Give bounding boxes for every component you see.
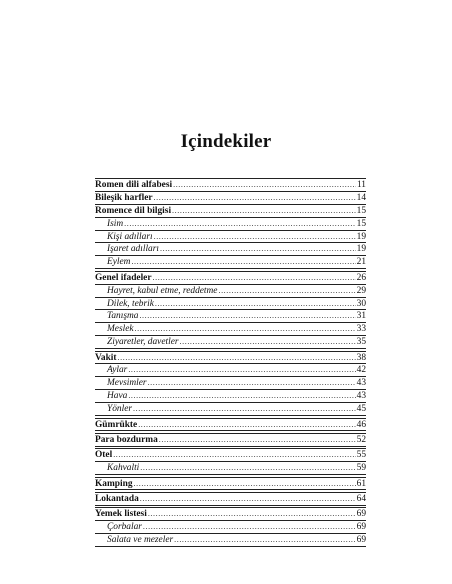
toc-entry-row [95, 390, 366, 401]
toc-entry [95, 178, 366, 192]
toc-entry-label: Tanışma [107, 311, 139, 322]
toc-entry-row [95, 521, 366, 532]
toc-entry-label: Romence dil bilgisi [95, 205, 172, 216]
toc-entry-row [95, 534, 366, 545]
toc-dot-leader [143, 521, 356, 532]
toc-entry [95, 231, 366, 244]
toc-entry-label: Meslek [107, 324, 134, 335]
page-title: Içindekiler [180, 131, 272, 152]
toc-entry-row [95, 403, 366, 414]
toc-entry-label: Mevsimler [107, 378, 147, 389]
toc-entry-row [95, 218, 366, 229]
toc-entry [95, 205, 366, 218]
toc-dot-leader [131, 256, 355, 267]
toc-dot-leader [139, 310, 355, 321]
toc-dot-leader [128, 364, 355, 375]
toc-entry [95, 192, 366, 205]
toc-entry-label: Hayret, kabul etme, reddetme [107, 285, 218, 296]
toc-entry-row [95, 298, 366, 309]
toc-page-number: 59 [356, 463, 366, 474]
toc-entry-row [95, 256, 366, 267]
toc-page-number: 19 [356, 231, 366, 242]
toc-dot-leader [153, 272, 356, 283]
toc-entry-row [95, 310, 366, 321]
toc-dot-leader [140, 493, 356, 504]
toc-page-number: 38 [356, 352, 366, 363]
toc-page-number: 15 [356, 205, 366, 216]
toc-page-number: 19 [356, 244, 366, 255]
toc-entry-row [95, 364, 366, 375]
toc-dot-leader [133, 403, 356, 414]
toc-entry-row [95, 508, 366, 519]
toc-entry-label: Gümrükte [95, 419, 138, 430]
toc-entry-label: Salata ve mezeler [107, 535, 174, 546]
toc-entry-row [95, 179, 366, 190]
toc-dot-leader [159, 434, 356, 445]
toc-page-number: 21 [356, 257, 366, 268]
toc-entry [95, 256, 366, 269]
toc-entry [95, 336, 366, 349]
toc-entry [95, 271, 366, 285]
toc-dot-leader [180, 336, 356, 347]
toc-page-number: 31 [356, 311, 366, 322]
toc-entry [95, 448, 366, 462]
toc-entry-label: Ziyaretler, davetler [107, 337, 179, 348]
toc-entry-row [95, 462, 366, 473]
toc-entry [95, 243, 366, 256]
toc-entry-row [95, 352, 366, 363]
table-of-contents [95, 178, 366, 547]
toc-entry-label: Bileşik harfler [95, 192, 153, 203]
toc-entry-row [95, 205, 366, 216]
toc-entry-label: Dilek, tebrik [107, 298, 154, 309]
toc-dot-leader [148, 508, 356, 519]
toc-entry-label: Genel ifadeler [95, 272, 152, 283]
toc-entry [95, 403, 366, 416]
toc-dot-leader [138, 419, 355, 430]
toc-entry-label: Lokantada [95, 493, 139, 504]
toc-entry [95, 462, 366, 475]
toc-page-number: 64 [356, 493, 366, 504]
toc-dot-leader [113, 449, 355, 460]
toc-entry-row [95, 323, 366, 334]
toc-entry-label: Otel [95, 450, 113, 461]
toc-entry-label: Yemek listesi [95, 509, 147, 520]
toc-page-number: 69 [356, 535, 366, 546]
toc-dot-leader [140, 462, 355, 473]
toc-page-number: 52 [356, 434, 366, 445]
toc-entry [95, 310, 366, 323]
toc-entry [95, 534, 366, 547]
toc-dot-leader [148, 377, 356, 388]
toc-entry [95, 507, 366, 521]
toc-entry-row [95, 336, 366, 347]
toc-entry-label: Aylar [107, 365, 128, 376]
toc-entry-row [95, 243, 366, 254]
toc-entry [95, 492, 366, 506]
toc-dot-leader [134, 478, 356, 489]
toc-entry [95, 418, 366, 432]
toc-page-number: 61 [356, 478, 366, 489]
toc-page-number: 45 [356, 404, 366, 415]
toc-page-number: 69 [356, 509, 366, 520]
toc-entry-row [95, 272, 366, 283]
toc-entry-label: Yönler [107, 404, 133, 415]
toc-entry-row [95, 285, 366, 296]
toc-page-number: 69 [356, 522, 366, 533]
toc-entry [95, 364, 366, 377]
toc-dot-leader [160, 243, 356, 254]
toc-entry-label: Işaret adılları [107, 244, 159, 255]
toc-page-number: 14 [356, 192, 366, 203]
toc-entry [95, 521, 366, 534]
toc-dot-leader [218, 285, 355, 296]
toc-entry-label: Vakit [95, 352, 117, 363]
toc-dot-leader [118, 352, 356, 363]
toc-dot-leader [174, 534, 356, 545]
toc-entry-row [95, 478, 366, 489]
toc-entry-label: Kamping [95, 478, 133, 489]
toc-page-number: 26 [356, 272, 366, 283]
toc-entry [95, 377, 366, 390]
toc-entry-label: Kahvalti [107, 463, 140, 474]
toc-entry-label: Kişi adılları [107, 231, 153, 242]
toc-entry [95, 351, 366, 365]
toc-entry-row [95, 377, 366, 388]
toc-page-number: 43 [356, 378, 366, 389]
toc-page-number: 33 [356, 324, 366, 335]
toc-entry-label: Çorbalar [107, 522, 142, 533]
toc-page-number: 15 [356, 218, 366, 229]
toc-dot-leader [154, 231, 356, 242]
toc-page-number: 11 [356, 180, 366, 190]
toc-entry-label: Isim [107, 218, 124, 229]
toc-entry-label: Romen dili alfabesi [95, 180, 173, 190]
toc-entry [95, 390, 366, 403]
toc-entry-row [95, 231, 366, 242]
toc-entry-row [95, 192, 366, 203]
toc-entry-label: Eylem [107, 257, 131, 268]
toc-entry [95, 477, 366, 491]
toc-entry-label: Hava [107, 391, 128, 402]
toc-entry-row [95, 419, 366, 430]
toc-dot-leader [172, 205, 356, 216]
toc-entry [95, 218, 366, 231]
toc-page-number: 43 [356, 391, 366, 402]
toc-page-number: 35 [356, 337, 366, 348]
toc-entry-row [95, 449, 366, 460]
toc-page-number: 30 [356, 298, 366, 309]
toc-dot-leader [135, 323, 356, 334]
toc-entry-row [95, 434, 366, 445]
toc-dot-leader [124, 218, 355, 229]
toc-entry [95, 323, 366, 336]
toc-page-number: 55 [356, 450, 366, 461]
toc-page-number: 46 [356, 419, 366, 430]
toc-dot-leader [173, 179, 356, 190]
toc-page-number: 42 [356, 365, 366, 376]
toc-dot-leader [128, 390, 355, 401]
toc-entry-label: Para bozdurma [95, 434, 158, 445]
toc-entry [95, 433, 366, 447]
toc-entry [95, 298, 366, 311]
toc-dot-leader [155, 298, 356, 309]
toc-dot-leader [154, 192, 356, 203]
toc-entry [95, 285, 366, 298]
toc-page-number: 29 [356, 285, 366, 296]
toc-entry-row [95, 493, 366, 504]
